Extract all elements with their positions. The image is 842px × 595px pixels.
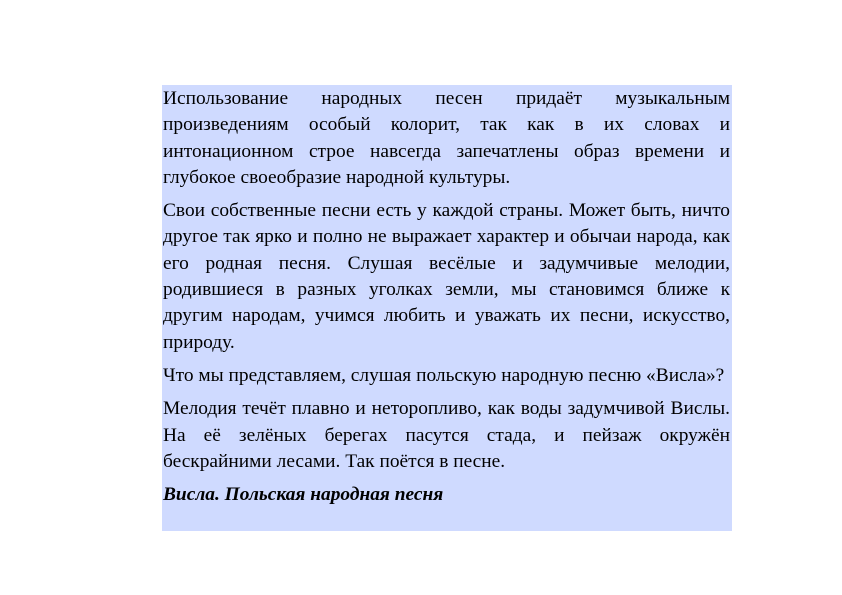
paragraph-melody-description: Мелодия течёт плавно и неторопливо, как воды задумчивой Вислы. На её зелёных берегах пасутся стада, и пейзаж окружён бескрайними лесами. Так поётся в песне. (163, 398, 730, 472)
paragraph-folk-songs-intro: Использование народных песен придаёт музыкальным произведениям особый колорит, так как в их словах и интонационном строе навсегда запечатлены образ времени и глубокое своеобразие народной культуры. (163, 88, 730, 188)
text-box (162, 85, 732, 531)
song-title-caption: Висла. Польская народная песня (163, 484, 444, 506)
paragraph-national-songs: Свои собственные песни есть у каждой страны. Может быть, ничто другое так ярко и полно не выражает характер и обычаи народа, как его родная песня. Слушая весёлые и задумчивые мелодии, родившиеся в разных уголках земли, мы становимся ближе к другим народам, учимся любить и уважать их песни, искусство, природу. (163, 200, 730, 353)
paragraph-question-visla: Что мы представляем, слушая польскую народную песню «Висла»? (163, 364, 725, 386)
